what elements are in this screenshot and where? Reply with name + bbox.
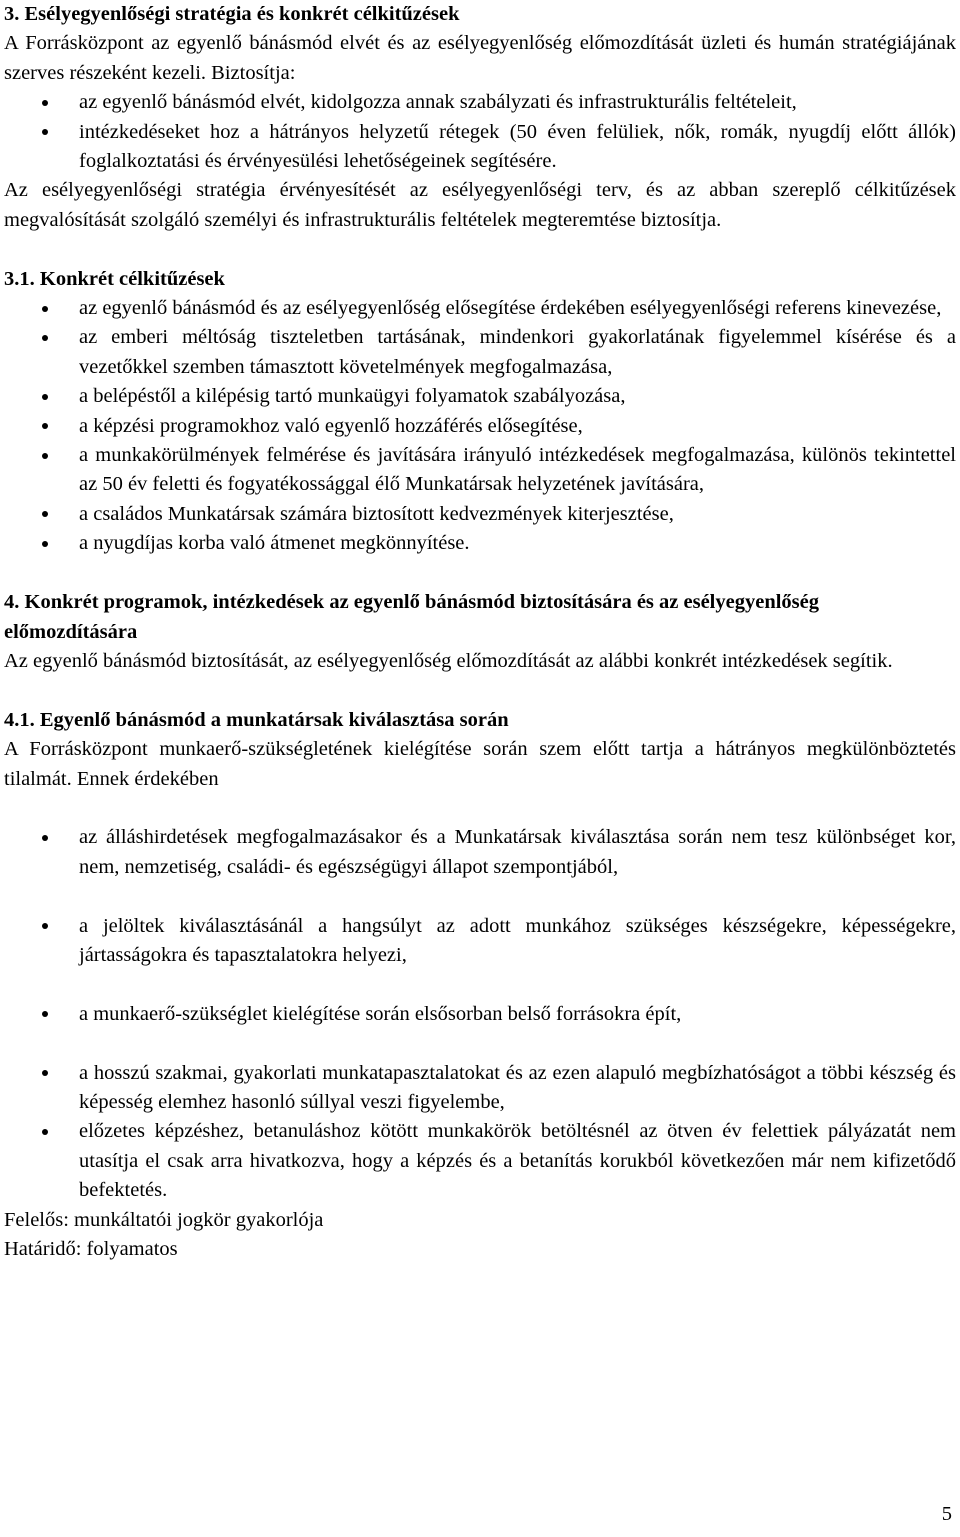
list-item: az álláshirdetések megfogalmazásakor és a Munkatársak kiválasztása során nem tesz különbséget kor, nem, nemzetiség, családi- és egészségügyi állapot szempontjából, [4, 823, 956, 882]
list-item: intézkedéseket hoz a hátrányos helyzetű rétegek (50 éven felüliek, nők, romák, nyugdíj előtt állók) foglalkoztatási és érvényesülési lehetőségeinek segítésére. [4, 118, 956, 177]
bullet-icon [42, 1070, 48, 1076]
section-4-1-intro: A Forrásközpont munkaerő-szükségletének kielégítése során szem előtt tartja a hátrányos megkülönböztetés tilalmát. Ennek érdekében [4, 738, 956, 790]
list-item: a családos Munkatársak számára biztosított kedvezmények kiterjesztése, [4, 500, 956, 529]
list-item: az emberi méltóság tiszteletben tartásának, mindenkori gyakorlatának figyelemmel kísérése és a vezetőkkel szemben támasztott követelmények megfogalmazása, [4, 323, 956, 382]
bullet-icon [42, 511, 48, 517]
list-item: előzetes képzéshez, betanuláshoz kötött munkakörök betöltésnél az ötven év felettiek pályázatát nem utasítja el csak arra hivatkozva, hogy a képzés és a betanítás korukból következően már nem kifizetődő befektetés. [4, 1117, 956, 1205]
section-3-bullet-list [4, 88, 956, 176]
bullet-icon [42, 1129, 48, 1135]
bullet-icon [42, 423, 48, 429]
page-number: 5 [941, 1503, 952, 1525]
bullet-icon [42, 100, 48, 106]
list-item: a nyugdíjas korba való átmenet megkönnyítése. [4, 529, 956, 558]
bullet-icon [42, 394, 48, 400]
section-3-intro: A Forrásközpont az egyenlő bánásmód elvét és az esélyegyenlőség előmozdítását üzleti és humán stratégiájának szerves részeként kezeli. Biztosítja: [4, 32, 956, 84]
bullet-icon [42, 335, 48, 341]
responsible-line: Felelős: munkáltatói jogkör gyakorlója [4, 1208, 324, 1231]
section-3-1-bullet-list [4, 294, 956, 559]
section-4-1-bullet-list [4, 823, 956, 1205]
bullet-icon [42, 1011, 48, 1017]
bullet-icon [42, 541, 48, 547]
list-item: az egyenlő bánásmód és az esélyegyenlőség elősegítése érdekében esélyegyenlőségi referens kinevezése, [4, 294, 956, 323]
deadline-line: Határidő: folyamatos [4, 1237, 178, 1260]
bullet-icon [42, 129, 48, 135]
list-item: a képzési programokhoz való egyenlő hozzáférés elősegítése, [4, 412, 956, 441]
bullet-icon [42, 453, 48, 459]
bullet-icon [42, 923, 48, 929]
list-item: a munkakörülmények felmérése és javítására irányuló intézkedések megfogalmazása, különös tekintettel az 50 év feletti és fogyatékossággal élő Munkatársak helyzetének javítására, [4, 441, 956, 500]
bullet-icon [42, 835, 48, 841]
list-item: a munkaerő-szükséglet kielégítése során elsősorban belső forrásokra épít, [4, 1000, 956, 1029]
section-4-heading: 4. Konkrét programok, intézkedések az egyenlő bánásmód biztosítására és az esélyegyenlőség előmozdítására [4, 591, 819, 643]
bullet-icon [42, 306, 48, 312]
section-3-heading: 3. Esélyegyenlőségi stratégia és konkrét célkitűzések [4, 3, 460, 25]
section-3-closing: Az esélyegyenlőségi stratégia érvényesítését az esélyegyenlőségi terv, és az abban szereplő célkitűzések megvalósítását szolgáló személyi és infrastrukturális feltételek megteremtése biztosítja. [4, 179, 956, 231]
document-page [4, 0, 956, 1264]
section-4-1-heading: 4.1. Egyenlő bánásmód a munkatársak kiválasztása során [4, 708, 509, 731]
section-3-1-heading: 3.1. Konkrét célkitűzések [4, 267, 225, 290]
list-item: az egyenlő bánásmód elvét, kidolgozza annak szabályzati és infrastrukturális feltételeit, [4, 88, 956, 117]
list-item: a jelöltek kiválasztásánál a hangsúlyt az adott munkához szükséges készségekre, képességekre, jártasságokra és tapasztalatokra helyezi, [4, 912, 956, 971]
section-4-intro: Az egyenlő bánásmód biztosítását, az esélyegyenlőség előmozdítását az alábbi konkrét intézkedések segítik. [4, 649, 893, 672]
list-item: a hosszú szakmai, gyakorlati munkatapasztalatokat és az ezen alapuló megbízhatóságot a többi készség és képesség elemhez hasonló súllyal veszi figyelembe, [4, 1059, 956, 1118]
list-item: a belépéstől a kilépésig tartó munkaügyi folyamatok szabályozása, [4, 382, 956, 411]
